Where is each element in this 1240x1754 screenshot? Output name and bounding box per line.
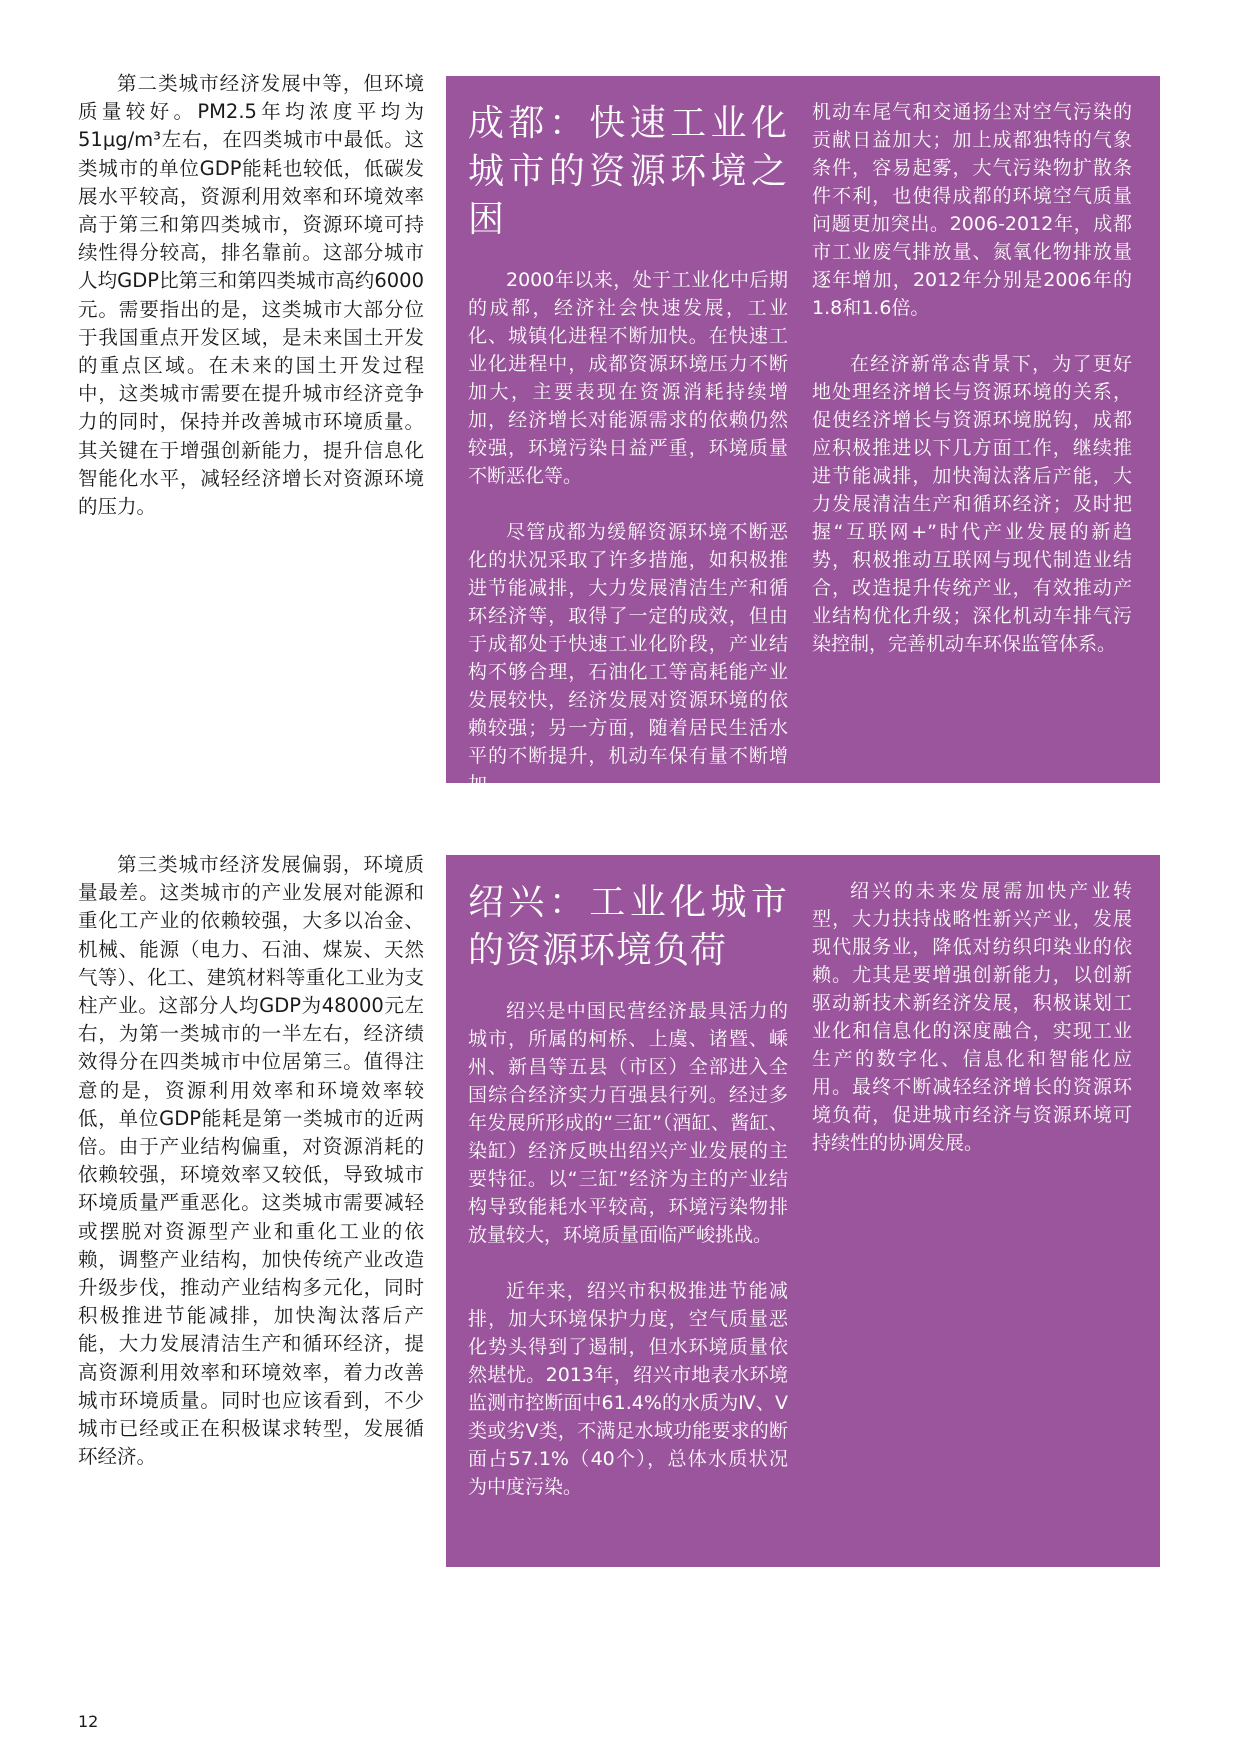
paragraph: 第二类城市经济发展中等，但环境质量较好。PM2.5年均浓度平均为51μg/m³左右，在四类城市中最低。这类城市的单位GDP能耗也较低，低碳发展水平较高，资源利用效率和环境效率高于第三和第四类城市，资源环境可持续性得分较高，排名靠前。这部分城市人均GDP比第三和第四类城市高约6000元。需要指出的是，这类城市大部分位于我国重点开发区域，是未来国土开发的重点区域。在未来的国土开发过程中，这类城市需要在提升城市经济竞争力的同时，保持并改善城市环境质量。其关键在于增强创新能力，提升信息化智能化水平，减轻经济增长对资源环境的压力。 — [78, 72, 424, 519]
box-column-left — [468, 855, 788, 1529]
page-number: 12 — [78, 1712, 99, 1731]
paragraph-continued: 机动车尾气和交通扬尘对空气污染的贡献日益加大；加上成都独特的气象条件，容易起雾，大气污染物扩散条件不利，也使得成都的环境空气质量问题更加突出。2006-2012年，成都市工业废气排放量、氮氧化物排放量逐年增加，2012年分别是2006年的1.8和1.6倍。 — [812, 101, 1132, 319]
paragraph: 第三类城市经济发展偏弱，环境质量最差。这类城市的产业发展对能源和重化工产业的依赖较强，大多以冶金、机械、能源（电力、石油、煤炭、天然气等）、化工、建筑材料等重化工业为支柱产业。这部分人均GDP为48000元左右，为第一类城市的一半左右，经济绩效得分在四类城市中位居第三。值得注意的是，资源利用效率和环境效率较低，单位GDP能耗是第一类城市的近两倍。由于产业结构偏重，对资源消耗的依赖较强，环境效率又较低，导致城市环境质量严重恶化。这类城市需要减轻或摆脱对资源型产业和重化工业的依赖，调整产业结构，加快传统产业改造升级步伐，推动产业结构多元化，同时积极推进节能减排，加快淘汰落后产能，大力发展清洁生产和循环经济，提高资源利用效率和环境效率，着力改善城市环境质量。同时也应该看到，不少城市已经或正在积极谋求转型，发展循环经济。 — [78, 853, 424, 1469]
left-text-block-2 — [78, 851, 424, 1471]
paragraph: 在经济新常态背景下，为了更好地处理经济增长与资源环境的关系，促使经济增长与资源环境脱钩，成都应积极推进以下几方面工作，继续推进节能减排，加快淘汰落后产能，大力发展清洁生产和循环经济；及时把握“互联网+”时代产业发展的新趋势，积极推动互联网与现代制造业结合，改造提升传统产业，有效推动产业结构优化升级；深化机动车排气污染控制，完善机动车环保监管体系。 — [812, 353, 1132, 655]
paragraph: 2000年以来，处于工业化中后期的成都，经济社会快速发展，工业化、城镇化进程不断加快。在快速工业化进程中，成都资源环境压力不断加大，主要表现在资源消耗持续增加，经济增长对能源需求的依赖仍然较强，环境污染日益严重，环境质量不断恶化等。 — [468, 269, 788, 487]
paragraph: 近年来，绍兴市积极推进节能减排，加大环境保护力度，空气质量恶化势头得到了遏制，但水环境质量依然堪忧。2013年，绍兴市地表水环境监测市控断面中61.4%的水质为Ⅳ、Ⅴ类或劣Ⅴ类，不满足水域功能要求的断面占57.1%（40个），总体水质状况为中度污染。 — [468, 1280, 788, 1498]
paragraph: 尽管成都为缓解资源环境不断恶化的状况采取了许多措施，如积极推进节能减排，大力发展清洁生产和循环经济等，取得了一定的成效，但由于成都处于快速工业化阶段，产业结构不够合理，石油化工等高耗能产业发展较快，经济发展对资源环境的依赖较强；另一方面，随着居民生活水平的不断提升，机动车保有量不断增加， — [468, 521, 788, 795]
box-title: 绍兴：工业化城市的资源环境负荷 — [468, 882, 788, 971]
chengdu-case-box — [446, 76, 1160, 795]
box-column-left — [468, 76, 788, 826]
box-column-right — [812, 855, 1132, 1185]
paragraph: 绍兴是中国民营经济最具活力的城市，所属的柯桥、上虞、诸暨、嵊州、新昌等五县（市区）全部进入全国综合经济实力百强县行列。经过多年发展所形成的“三缸”（酒缸、酱缸、染缸）经济反映出绍兴产业发展的主要特征。以“三缸”经济为主的产业结构导致能耗水平较高，环境污染物排放量较大，环境质量面临严峻挑战。 — [468, 1000, 788, 1246]
box-column-right — [812, 76, 1132, 686]
box-title: 成都：快速工业化城市的资源环境之困 — [468, 103, 788, 240]
left-text-block-1 — [78, 70, 424, 521]
shaoxing-case-box — [446, 855, 1160, 1567]
paragraph: 绍兴的未来发展需加快产业转型，大力扶持战略性新兴产业，发展现代服务业，降低对纺织印染业的依赖。尤其是要增强创新能力，以创新驱动新技术新经济发展，积极谋划工业化和信息化的深度融合，实现工业生产的数字化、信息化和智能化应用。最终不断减轻经济增长的资源环境负荷，促进城市经济与资源环境可持续性的协调发展。 — [812, 880, 1132, 1154]
